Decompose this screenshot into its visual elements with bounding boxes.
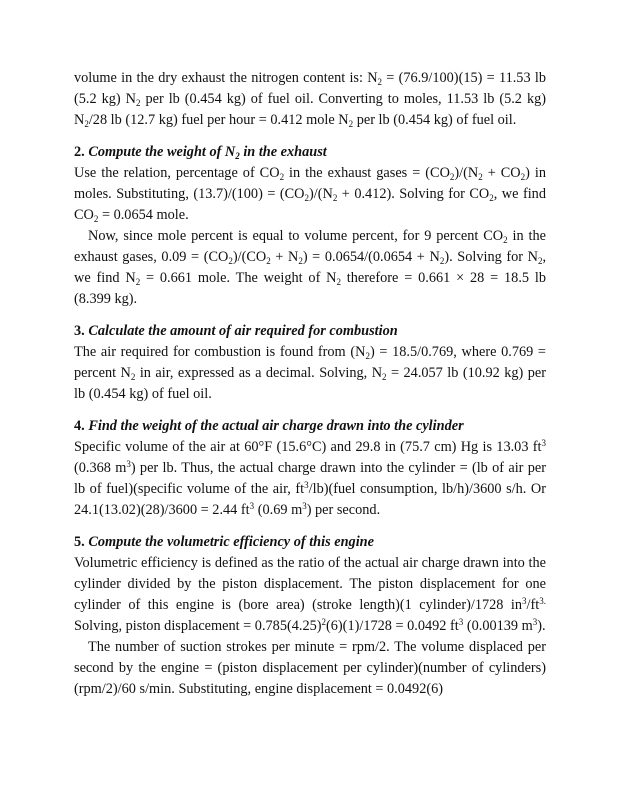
section-heading: [74, 142, 546, 163]
section-5: [74, 521, 546, 700]
paragraph: Use the relation, percentage of $CO_2$ in the exhaust gases = $(CO_2)/(N_2 + CO_2)$ in moles. Substituting, $(13.7)/(100) = (CO_2)/(N_2 + 0.412)$. Solving for $CO_2$, we find $CO_2 = 0.0654$ mole.: [74, 165, 546, 224]
section-4: [74, 405, 546, 521]
section-3: [74, 310, 546, 405]
section-heading: [74, 321, 546, 342]
document-page: [74, 68, 546, 700]
paragraph: Specific volume of the air at 60°F (15.6°C) and 29.8 in (75.7 cm) Hg is 13.03 $ft^3$ (0.368 $m^3$) per lb. Thus, the actual charge drawn into the cylinder = (lb of air per lb of fuel)(specific volume of the air, $ft^3/lb)(fuel$ consumption, lb/h)/3600 s/h. Or 24.1(13.02)(28)/3600 = 2.44 $ft^3$ (0.69 $m^3$) per second.: [74, 438, 546, 518]
paragraph: Volumetric efficiency is defined as the ratio of the actual air charge drawn into the cylinder divided by the piston displacement. The piston displacement for one cylinder of this engine is (bore area) (stroke length)(1 cylinder)/1728 $in^3/ft^{3.}$ Solving, piston displacement = $0.785(4.25)^2(6)(1)/1728 = 0.0492$ $ft^3$ (0.00139 $m^3$).: [74, 555, 546, 634]
section-title: Compute the volumetric efficiency of this engine: [88, 534, 374, 550]
section-number: 2.: [74, 144, 85, 160]
paragraph: The number of suction strokes per minute = rpm/2. The volume displaced per second by the engine = (piston displacement per cylinder)(number of cylinders)(rpm/2)/60 s/min. Substituting, engine displacement = 0.0492(6): [74, 639, 546, 697]
intro-paragraph: volume in the dry exhaust the nitrogen content is: $N_2 = (76.9/100)(15) = 11.53$ lb (5.2 kg) $N_2$ per lb (0.454 kg) of fuel oil. Converting to moles, 11.53 lb (5.2 kg) $N_2/28$ lb (12.7 kg) fuel per hour = 0.412 mole $N_2$ per lb (0.454 kg) of fuel oil.: [74, 70, 546, 129]
section-title: Find the weight of the actual air charge drawn into the cylinder: [88, 418, 464, 434]
section-heading: [74, 416, 546, 437]
paragraph: Now, since mole percent is equal to volume percent, for 9 percent $CO_2$ in the exhaust gases, $0.09 = (CO_2)/(CO_2 + N_2) = 0.0654/(0.0654 + N_2)$. Solving for $N_2$, we find $N_2 = 0.661$ mole. The weight of $N_2$ therefore = 0.661 × 28 = 18.5 lb (8.399 kg).: [74, 228, 547, 307]
section-title: Compute the weight of $N_2$ in the exhaust: [88, 144, 327, 161]
paragraph: The air required for combustion is found from $(N_2) = 18.5/0.769$, where 0.769 = percent $N_2$ in air, expressed as a decimal. Solving, $N_2 = 24.057$ lb (10.92 kg) per lb (0.454 kg) of fuel oil.: [74, 344, 547, 402]
section-number: 4.: [74, 418, 85, 434]
section-number: 5.: [74, 534, 85, 550]
section-heading: [74, 532, 546, 553]
section-number: 3.: [74, 323, 85, 339]
section-2: [74, 131, 546, 310]
section-title: Calculate the amount of air required for combustion: [88, 323, 398, 339]
